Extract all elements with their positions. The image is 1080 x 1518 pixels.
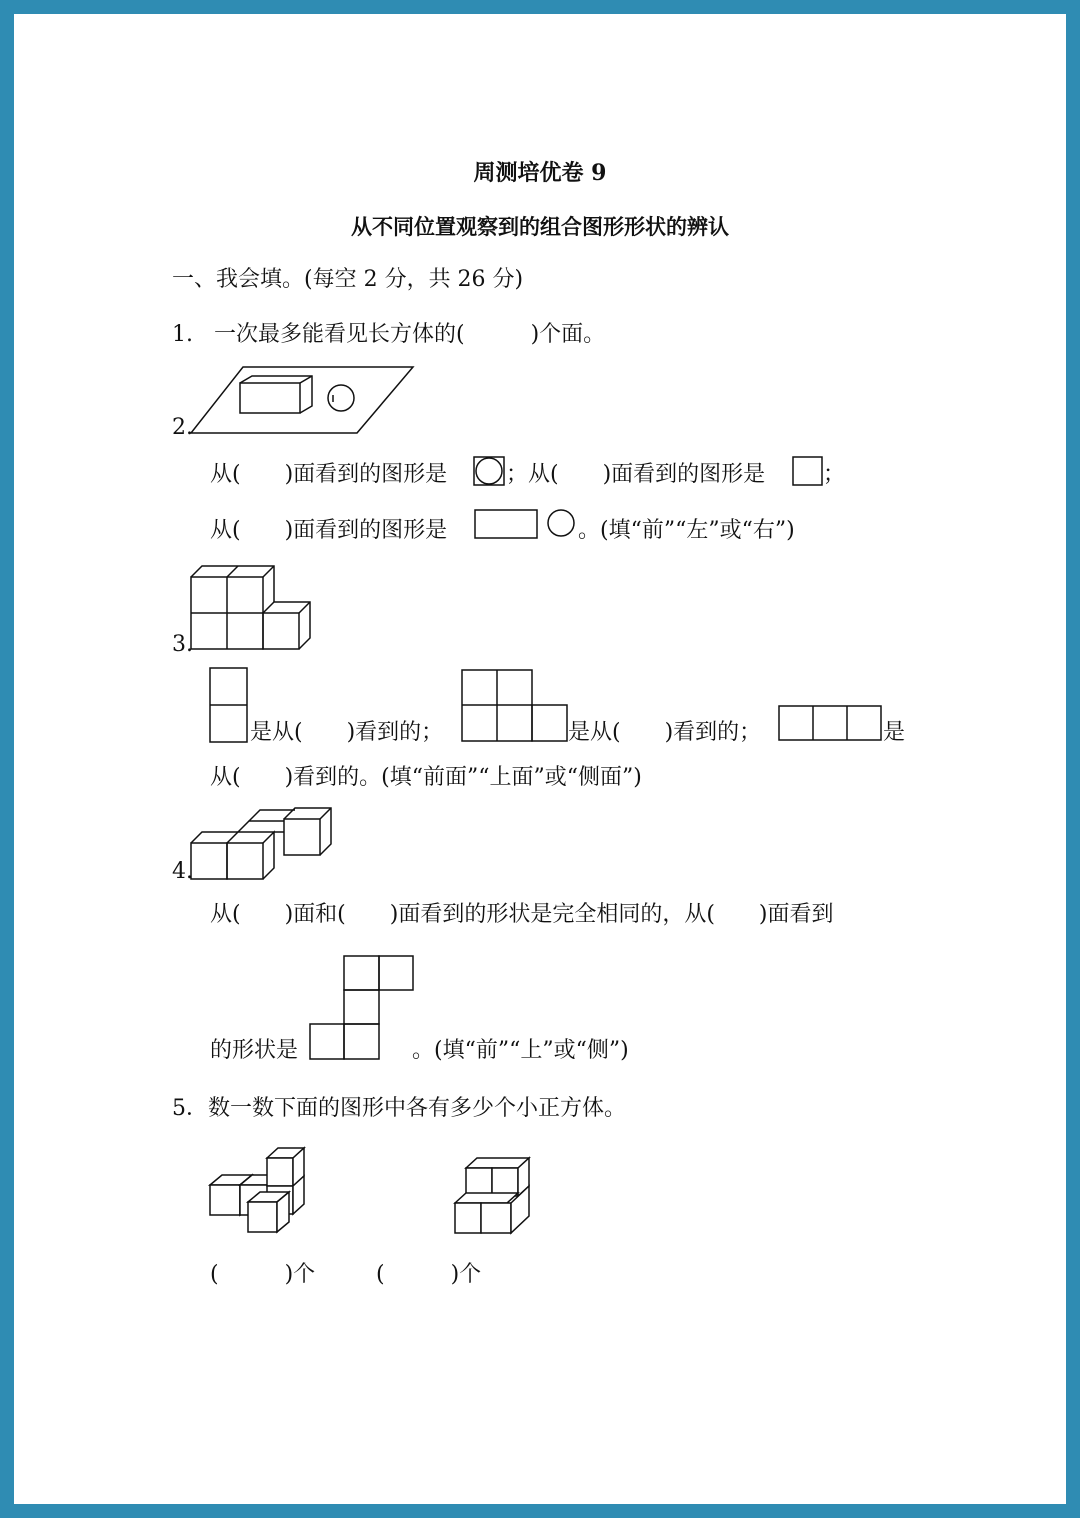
q2-figure <box>190 365 420 437</box>
q2-text-part2: ；从( )面看到的图形是 <box>506 462 766 487</box>
square-shape-icon <box>792 456 824 488</box>
q2-text-part5: 。(填“前”“左”或“右”) <box>578 518 795 543</box>
q1-number: 1. <box>172 322 193 347</box>
q2-text-part3: ； <box>823 462 846 487</box>
q4-text-line1: 从( )面和( )面看到的形状是完全相同的，从( )面看到 <box>210 902 834 927</box>
q3-text-part1: 是从( )看到的； <box>250 720 444 745</box>
q5-text: 5．数一数下面的图形中各有多少个小正方体。 <box>172 1096 626 1121</box>
q3-view-b <box>460 668 572 744</box>
q3-text-part4: 从( )看到的。(填“前面”“上面”或“侧面”) <box>210 765 642 790</box>
section-heading: 一、我会填。(每空 2 分，共 26 分) <box>172 267 524 292</box>
q3-view-a <box>208 666 250 744</box>
q2-text-part4: 从( )面看到的图形是 <box>210 518 448 543</box>
q4-text-line2b: 。(填“前”“上”或“侧”) <box>412 1038 629 1063</box>
q5-figure-1 <box>205 1140 315 1240</box>
q3-text-part2: 是从( )看到的； <box>568 720 762 745</box>
q1-text: 一次最多能看见长方体的( )个面。 <box>214 322 606 347</box>
q3-text-part3: 是 <box>883 720 906 745</box>
q5-figure-2 <box>450 1150 540 1240</box>
q4-view-shape <box>308 954 416 1062</box>
circle-shape-icon <box>473 454 507 488</box>
q4-number: 4. <box>172 859 193 884</box>
q4-cube-figure <box>185 800 335 885</box>
q5-answer-1: ( )个 <box>210 1262 316 1287</box>
q3-cube-figure <box>185 560 315 655</box>
rectangle-circle-shape-icon <box>473 508 581 540</box>
worksheet-title: 周测培优卷 9 <box>473 160 607 186</box>
q5-answer-2: ( )个 <box>376 1262 482 1287</box>
q3-view-c <box>777 704 885 744</box>
q4-text-line2a: 的形状是 <box>210 1038 299 1063</box>
worksheet-subtitle: 从不同位置观察到的组合图形形状的辨认 <box>351 214 729 239</box>
q3-number: 3. <box>172 632 193 657</box>
q2-number: 2. <box>172 415 193 440</box>
q2-text-part1: 从( )面看到的图形是 <box>210 462 448 487</box>
